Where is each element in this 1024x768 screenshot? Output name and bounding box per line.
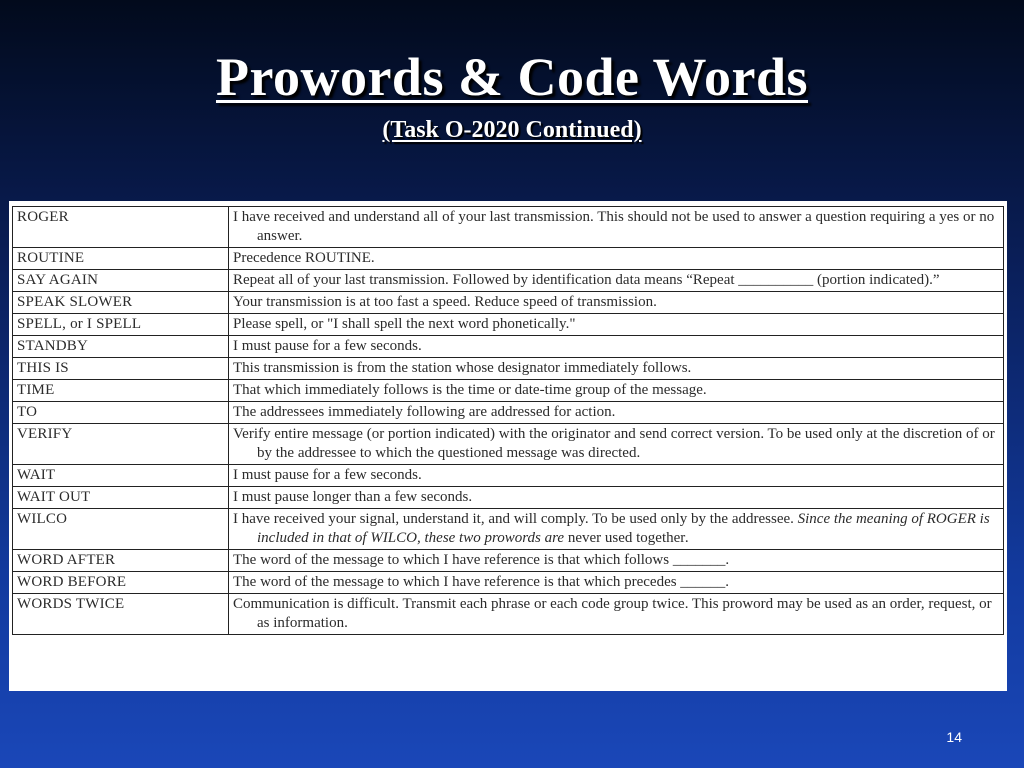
definition-text: I must pause longer than a few seconds. bbox=[233, 489, 473, 505]
table-row bbox=[13, 424, 1004, 465]
definition-text: This transmission is from the station whose designator immediately follows. bbox=[233, 360, 692, 376]
definition-text: I must pause for a few seconds. bbox=[233, 338, 422, 354]
proword-cell: TIME bbox=[13, 380, 229, 402]
definition-cell bbox=[229, 358, 1004, 380]
proword-cell: VERIFY bbox=[13, 424, 229, 465]
proword-cell: WORDS TWICE bbox=[13, 594, 229, 635]
definition-text: Your transmission is at too fast a speed. Reduce speed of transmission. bbox=[233, 294, 657, 310]
proword-cell: ROGER bbox=[13, 207, 229, 248]
definition-cell bbox=[229, 336, 1004, 358]
table-row bbox=[13, 550, 1004, 572]
table-row bbox=[13, 572, 1004, 594]
table-row bbox=[13, 465, 1004, 487]
definition-cell bbox=[229, 487, 1004, 509]
definition-text: Please spell, or "I shall spell the next word phonetically." bbox=[233, 316, 576, 332]
table-row bbox=[13, 248, 1004, 270]
definition-text: Communication is difficult. Transmit each phrase or each code group twice. This proword may be used as an order, request, or as information. bbox=[233, 596, 992, 631]
proword-cell: SPELL, or I SPELL bbox=[13, 314, 229, 336]
table-row bbox=[13, 358, 1004, 380]
proword-cell: SPEAK SLOWER bbox=[13, 292, 229, 314]
table-row bbox=[13, 487, 1004, 509]
proword-cell: THIS IS bbox=[13, 358, 229, 380]
definition-cell bbox=[229, 509, 1004, 550]
table-row bbox=[13, 594, 1004, 635]
proword-cell: ROUTINE bbox=[13, 248, 229, 270]
definition-cell bbox=[229, 292, 1004, 314]
table-row bbox=[13, 292, 1004, 314]
definition-end-text: . bbox=[685, 530, 690, 546]
proword-cell: WORD BEFORE bbox=[13, 572, 229, 594]
definition-cell bbox=[229, 207, 1004, 248]
definition-cell bbox=[229, 402, 1004, 424]
table-row bbox=[13, 270, 1004, 292]
table-row bbox=[13, 336, 1004, 358]
slide-subtitle: (Task O-2020 Continued) bbox=[382, 117, 642, 143]
definition-cell bbox=[229, 594, 1004, 635]
proword-cell: TO bbox=[13, 402, 229, 424]
proword-cell: WAIT OUT bbox=[13, 487, 229, 509]
definition-cell bbox=[229, 572, 1004, 594]
definition-text: That which immediately follows is the time or date-time group of the message. bbox=[233, 382, 707, 398]
definition-text: The word of the message to which I have reference is that which precedes ______. bbox=[233, 574, 730, 590]
definition-cell bbox=[229, 424, 1004, 465]
definition-cell bbox=[229, 550, 1004, 572]
definition-cell bbox=[229, 248, 1004, 270]
proword-cell: WORD AFTER bbox=[13, 550, 229, 572]
slide-title: Prowords & Code Words bbox=[215, 47, 809, 107]
proword-cell: SAY AGAIN bbox=[13, 270, 229, 292]
definition-plain-text: I have received your signal, understand it, and will comply. To be used only by the addressee. bbox=[233, 511, 798, 527]
table-row bbox=[13, 509, 1004, 550]
definition-cell bbox=[229, 465, 1004, 487]
prowords-table bbox=[12, 206, 1004, 635]
table-panel bbox=[9, 201, 1007, 691]
definition-text: The word of the message to which I have reference is that which follows _______. bbox=[233, 552, 730, 568]
table-row bbox=[13, 207, 1004, 248]
definition-cell bbox=[229, 270, 1004, 292]
table-row bbox=[13, 402, 1004, 424]
proword-cell: WAIT bbox=[13, 465, 229, 487]
definition-text: I must pause for a few seconds. bbox=[233, 467, 422, 483]
definition-text bbox=[233, 510, 999, 548]
page-number: 14 bbox=[946, 729, 962, 745]
definition-text: I have received and understand all of your last transmission. This should not be used to answer a question requiring a yes or no answer. bbox=[233, 209, 995, 244]
definition-cell bbox=[229, 380, 1004, 402]
definition-text: Precedence ROUTINE. bbox=[233, 250, 375, 266]
definition-text: Repeat all of your last transmission. Followed by identification data means “Repeat __________ (portion indicated).” bbox=[233, 272, 940, 288]
definition-tail-text: never used together bbox=[564, 530, 686, 546]
definition-cell bbox=[229, 314, 1004, 336]
table-row bbox=[13, 380, 1004, 402]
proword-cell: WILCO bbox=[13, 509, 229, 550]
proword-cell: STANDBY bbox=[13, 336, 229, 358]
definition-text: Verify entire message (or portion indicated) with the originator and send correct version. To be used only at the discretion of or by the addressee to which the questioned message was directed. bbox=[233, 426, 995, 461]
definition-italic-text: Since the meaning of ROGER is included in that of WILCO, these two prowords are bbox=[257, 511, 990, 546]
table-row bbox=[13, 314, 1004, 336]
definition-text: The addressees immediately following are addressed for action. bbox=[233, 404, 616, 420]
